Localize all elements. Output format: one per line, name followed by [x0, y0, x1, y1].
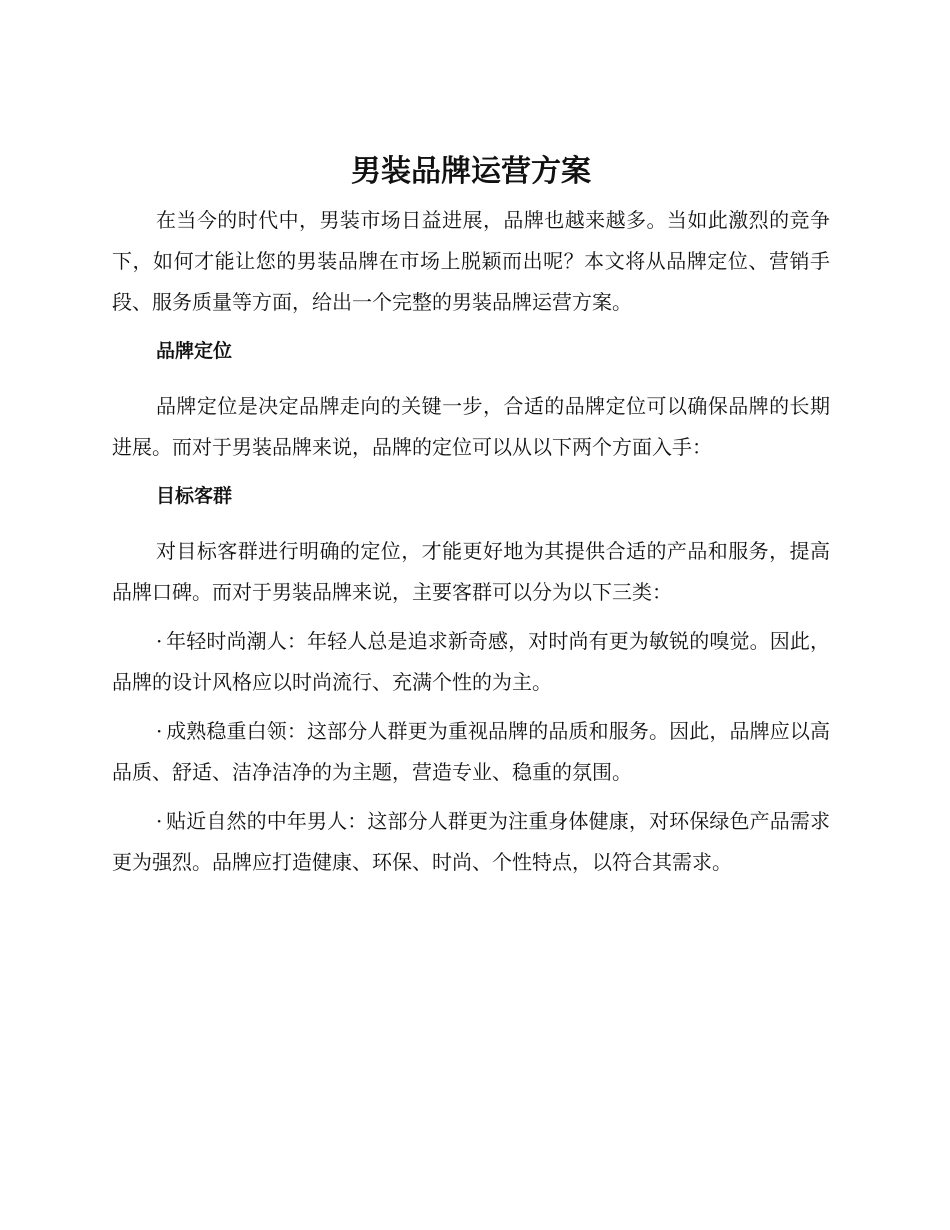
brand-positioning-paragraph: 品牌定位是决定品牌走向的关键一步，合适的品牌定位可以确保品牌的长期进展。而对于男装品牌来说，品牌的定位可以从以下两个方面入手： [112, 394, 830, 459]
bullet-text: 年轻时尚潮人：年轻人总是追求新奇感，对时尚有更为敏锐的嗅觉。因此，品牌的设计风格应以时尚流行、充满个性的为主。 [112, 629, 830, 694]
document-title: 男装品牌运营方案 [351, 154, 591, 189]
intro-paragraph: 在当今的时代中，男装市场日益进展，品牌也越来越多。当如此激烈的竞争下，如何才能让您的男装品牌在市场上脱颖而出呢？本文将从品牌定位、营销手段、服务质量等方面，给出一个完整的男装品牌运营方案。 [112, 208, 830, 314]
bullet-dot-icon: · [156, 809, 163, 833]
bullet-text: 成熟稳重白领：这部分人群更为重视品牌的品质和服务。因此，品牌应以高品质、舒适、洁净洁净的为主题，营造专业、稳重的氛围。 [112, 719, 830, 784]
section-heading-brand-positioning: 品牌定位 [156, 340, 233, 362]
bullet-item-middle-aged-men [112, 801, 830, 883]
bullet-dot-icon: · [156, 629, 163, 653]
bullet-dot-icon: · [156, 719, 163, 743]
bullet-item-young-trendsetters [112, 621, 830, 703]
bullet-text: 贴近自然的中年男人：这部分人群更为注重身体健康，对环保绿色产品需求更为强烈。品牌应打造健康、环保、时尚、个性特点，以符合其需求。 [112, 809, 830, 874]
document-page [112, 150, 830, 891]
target-customers-paragraph: 对目标客群进行明确的定位，才能更好地为其提供合适的产品和服务，提高品牌口碑。而对于男装品牌来说，主要客群可以分为以下三类： [112, 539, 830, 604]
section-heading-target-customers: 目标客群 [156, 485, 233, 507]
bullet-item-mature-professionals [112, 711, 830, 793]
